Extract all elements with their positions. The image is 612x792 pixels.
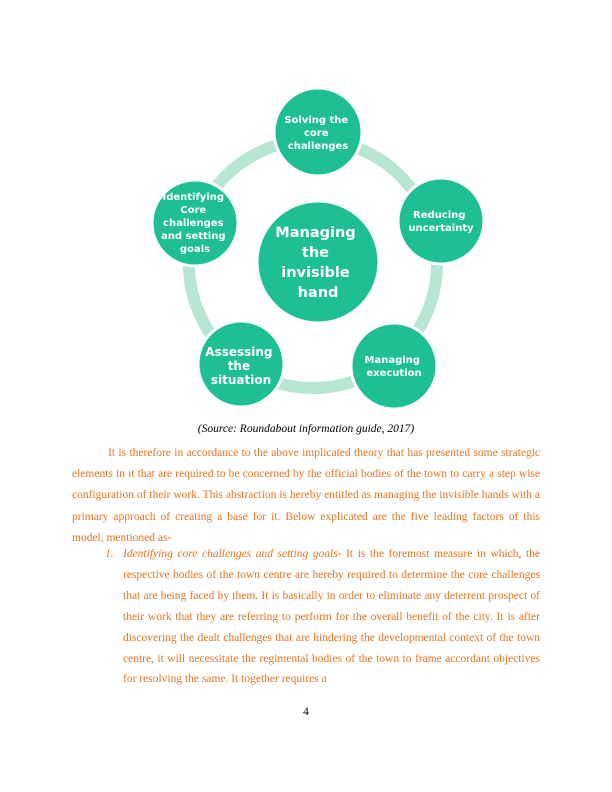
center-node-line: the bbox=[301, 245, 330, 261]
list-item-number: 1. bbox=[105, 548, 114, 560]
node-assessing-the-situation bbox=[198, 321, 284, 407]
node-label-line: Reducing bbox=[413, 210, 466, 221]
node-label-line: core bbox=[304, 128, 329, 139]
node-label-line: the bbox=[227, 359, 251, 373]
factor-list bbox=[105, 544, 540, 690]
node-label-line: situation bbox=[210, 373, 272, 387]
node-label-line: Assessing bbox=[205, 345, 273, 359]
node-label-line: and setting bbox=[161, 231, 226, 242]
node-label-line: Identifying bbox=[162, 192, 225, 203]
figure-caption: (Source: Roundabout information guide, 2017) bbox=[197, 423, 415, 435]
node-solving-the-core-challenges bbox=[274, 88, 362, 176]
node-label-line: Managing bbox=[364, 355, 420, 366]
node-managing-execution bbox=[351, 323, 437, 409]
node-label-line: Core bbox=[180, 205, 207, 216]
center-node-line: invisible bbox=[281, 265, 350, 281]
node-label-line: challenges bbox=[287, 141, 349, 152]
node-label-line: execution bbox=[366, 368, 422, 379]
body-paragraph: It is therefore in accordance to the above implicated theory that has presented some strategic elements in it that are required to be concerned by the official bodies of the town to carry a step wise configuration of their work. This abstraction is hereby entitled as managing the invisible hands with a primary approach of creating a base for it. Below explicated are the five leading factors of this model, mentioned as- bbox=[72, 447, 540, 544]
node-label-line: uncertainty bbox=[408, 223, 474, 234]
list-item bbox=[105, 544, 540, 690]
center-node-line: Managing bbox=[275, 225, 356, 241]
page-number: 4 bbox=[303, 706, 309, 718]
node-label-line: challenges bbox=[163, 218, 224, 229]
list-item-term: Identifying core challenges and setting goals- bbox=[123, 548, 342, 560]
list-item-text: It is the foremost measure in which, the respective bodies of the town centre are hereby required to determine the core challenges that are being faced by them. It is basically in order to eliminate any deterrent prospect of their work that they are referring to perform for the overall benefit of the city. It is after discovering the dealt challenges that are hindering the developmental context of the town centre, it will necessitate the regimental bodies of the town to frame accordant objectives for resolving the same. It together requires a bbox=[123, 548, 540, 686]
center-node-line: hand bbox=[297, 285, 339, 301]
node-identifying-core-challenges bbox=[152, 180, 238, 266]
center-node bbox=[257, 201, 379, 323]
node-label-line: goals bbox=[179, 244, 211, 255]
node-reducing-uncertainty bbox=[398, 178, 484, 264]
node-label-line: Solving the bbox=[284, 115, 349, 126]
